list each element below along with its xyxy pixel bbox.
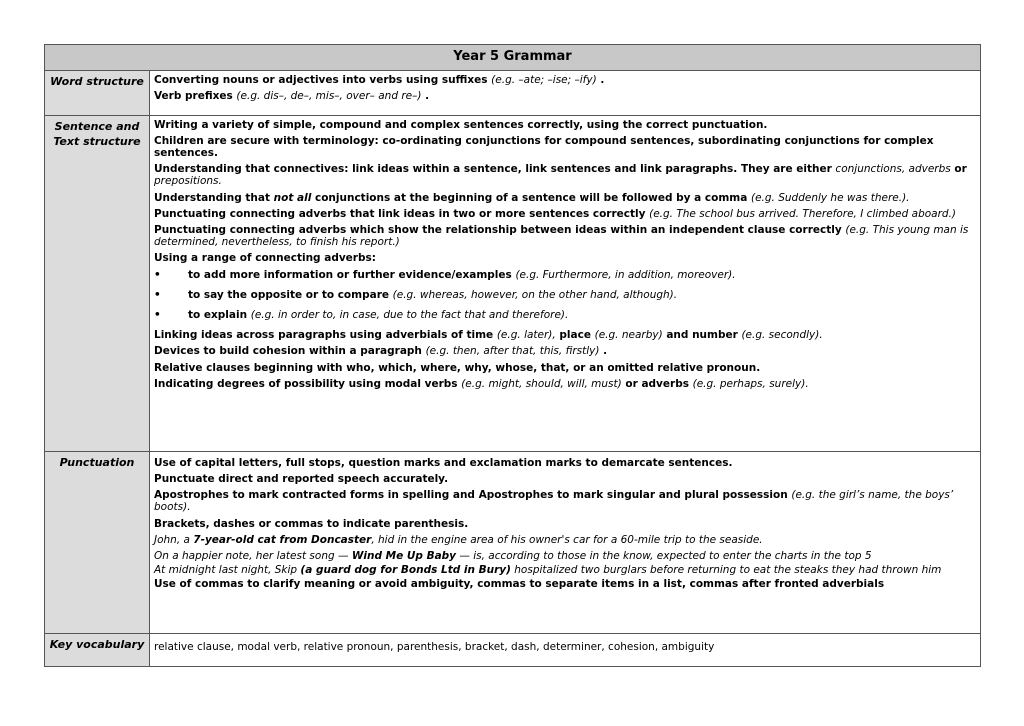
- bullet-item: • to say the opposite or to compare (e.g. whereas, however, on the other hand, although).: [154, 289, 678, 302]
- punctuation-item: Use of commas to clarify meaning or avoid ambiguity, commas to separate items in a list, commas after fronted adverbials: [154, 577, 885, 590]
- punctuation-item: Punctuate direct and reported speech accurately.: [154, 473, 449, 486]
- row-key-vocabulary: [45, 634, 980, 666]
- word-item-suffixes: Converting nouns or adjectives into verbs using suffixes (e.g. –ate; –ise; –ify) .: [154, 74, 605, 86]
- bullet-icon: •: [154, 309, 161, 322]
- key-vocabulary-content: relative clause, modal verb, relative pronoun, parenthesis, bracket, dash, determiner, cohesion, ambiguity: [154, 641, 715, 653]
- punctuation-item: Apostrophes to mark contracted forms in spelling and Apostrophes to mark singular and plural possession (e.g. the girl’s name, the boys’ boots).: [154, 489, 954, 514]
- sentence-item: Devices to build cohesion within a paragraph (e.g. then, after that, this, firstly) .: [154, 345, 608, 358]
- row-label-punctuation: Punctuation: [45, 452, 150, 633]
- punctuation-item: Use of capital letters, full stops, question marks and exclamation marks to demarcate sentences.: [154, 457, 733, 469]
- row-word-structure: [45, 71, 980, 116]
- row-label-sentence-text-structure: Sentence and Text structure: [45, 116, 150, 451]
- row-label-word-structure: Word structure: [45, 71, 150, 115]
- parenthesis-example: John, a 7-year-old cat from Doncaster, hid in the engine area of his owner's car for a 60-mile trip to the seaside.: [154, 533, 763, 546]
- bullet-item: • to explain (e.g. in order to, in case, due to the fact that and therefore).: [154, 309, 569, 322]
- sentence-item: Children are secure with terminology: co-ordinating conjunctions for compound sentences, subordinating conjunctions for complex sentences.: [154, 135, 934, 160]
- punctuation-item: Brackets, dashes or commas to indicate parenthesis.: [154, 517, 469, 530]
- sentence-item: Punctuating connecting adverbs which show the relationship between ideas within an independent clause correctly (e.g. This young man is determined, nevertheless, to finish his report.): [154, 223, 969, 248]
- sentence-item: Understanding that connectives: link ideas within a sentence, link sentences and link paragraphs. They are either conjunctions, adverbs or prepositions.: [154, 163, 967, 188]
- row-label-key-vocabulary: Key vocabulary: [45, 634, 150, 666]
- bullet-icon: •: [154, 269, 161, 282]
- sentence-item: Understanding that not all conjunctions at the beginning of a sentence will be followed by a comma (e.g. Suddenly he was there.).: [154, 191, 910, 204]
- sentence-item: Indicating degrees of possibility using modal verbs (e.g. might, should, will, must) or adverbs (e.g. perhaps, surely).: [154, 377, 809, 390]
- word-structure-content: [154, 74, 976, 106]
- row-punctuation: [45, 452, 980, 634]
- sentence-item: Punctuating connecting adverbs that link ideas in two or more sentences correctly (e.g. The school bus arrived. Therefore, I climbed aboard.): [154, 207, 957, 220]
- punctuation-content: [154, 457, 976, 594]
- grammar-table: [44, 44, 981, 667]
- sentence-structure-content: [154, 119, 976, 394]
- sentence-item: Relative clauses beginning with who, which, where, why, whose, that, or an omitted relative pronoun.: [154, 361, 761, 374]
- bullet-item: • to add more information or further evidence/examples (e.g. Furthermore, in addition, moreover).: [154, 269, 736, 282]
- table-title: Year 5 Grammar: [45, 45, 980, 71]
- sentence-item: Linking ideas across paragraphs using adverbials of time (e.g. later), place (e.g. nearby) and number (e.g. secondly).: [154, 329, 823, 342]
- sentence-item: Using a range of connecting adverbs:: [154, 252, 376, 265]
- word-item-prefixes: Verb prefixes (e.g. dis–, de–, mis–, over– and re–) .: [154, 90, 430, 103]
- parenthesis-example: At midnight last night, Skip (a guard dog for Bonds Ltd in Bury) hospitalized two burglars before returning to eat the steaks they had thrown him: [154, 563, 942, 576]
- row-sentence-text-structure: [45, 116, 980, 452]
- bullet-icon: •: [154, 289, 161, 302]
- parenthesis-example: On a happier note, her latest song — Wind Me Up Baby — is, according to those in the know, expected to enter the charts in the top 5: [154, 549, 872, 562]
- sentence-item: Writing a variety of simple, compound and complex sentences correctly, using the correct punctuation.: [154, 119, 768, 131]
